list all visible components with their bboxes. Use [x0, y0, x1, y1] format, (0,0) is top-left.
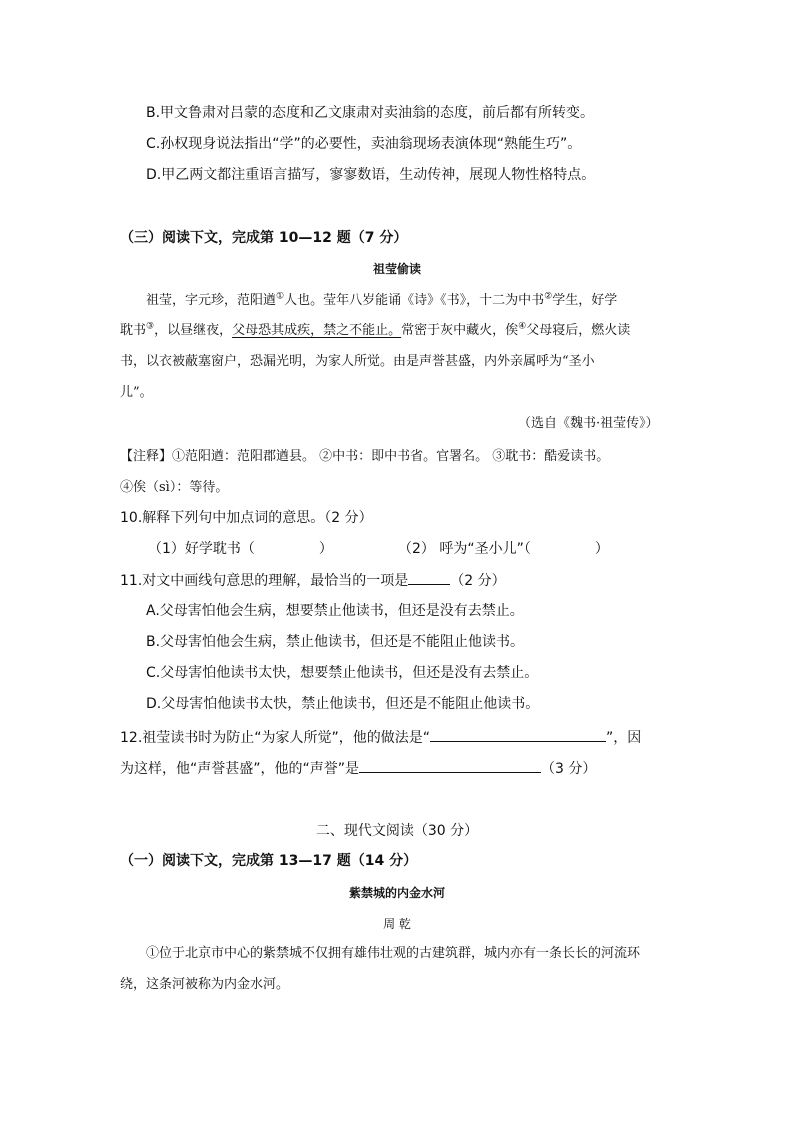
classical-text-line-1: 祖莹，字元珍，范阳遒①人也。莹年八岁能诵《诗》《书》，十二为中书②学生，好学 [146, 291, 618, 308]
option-b: B.甲文鲁肃对吕蒙的态度和乙文康肃对卖油翁的态度，前后都有所转变。 [146, 105, 595, 121]
q11-option-a: A.父母害怕他会生病，想要禁止他读书，但还是没有去禁止。 [146, 603, 524, 619]
q12-answer-blank-2[interactable] [359, 758, 541, 773]
article-para-1-line-2: 绕，这条河被称为内金水河。 [120, 977, 290, 992]
option-c: C.孙权现身说法指出“学”的必要性，卖油翁现场表演体现“熟能生巧”。 [146, 136, 582, 152]
q11-option-c: C.父母害怕他读书太快，想要禁止他读书，但还是没有去禁止。 [146, 665, 539, 681]
q11-option-b: B.父母害怕他会生病，禁止他读书，但还是不能阻止他读书。 [146, 634, 525, 650]
option-d: D.甲乙两文都注重语言描写，寥寥数语，生动传神，展现人物性格特点。 [146, 167, 596, 183]
q10-stem: 10.解释下列句中加点词的意思。（2 分） [120, 510, 373, 526]
source-citation: （选自《魏书·祖莹传》） [518, 416, 659, 431]
notes-line-1: 【注释】①范阳遒：范阳郡遒县。 ②中书：即中书省。官署名。 ③耽书：酷爱读书。 [120, 449, 610, 464]
part-2-subheading: （一）阅读下文，完成第 13—17 题（14 分） [120, 853, 418, 869]
classical-text-title: 祖莹偷读 [372, 262, 421, 276]
q12-answer-blank-1[interactable] [430, 727, 606, 742]
article-para-1-line-1: ①位于北京市中心的紫禁城不仅拥有雄伟壮观的古建筑群，城内亦有一条长长的河流环 [146, 946, 641, 961]
classical-text-line-3: 书，以衣被蔽塞窗户，恐漏光明，为家人所觉。由是声誉甚盛，内外亲属呼为“圣小 [120, 354, 595, 369]
part-2-heading: 二、现代文阅读（30 分） [315, 823, 479, 839]
q10-item-2: （2） 呼为“圣小儿”（ ） [398, 541, 609, 557]
classical-text-line-2: 耽书③，以昼继夜，父母恐其成疾，禁之不能止。常密于灰中藏火，俟④父母寝后，燃火读 [120, 321, 631, 338]
article-title: 紫禁城的内金水河 [348, 886, 445, 900]
note-marker-4: ④ [518, 321, 527, 332]
q12-line-1: 12.祖莹读书时为防止“为家人所觉”，他的做法是“ ”，因 [120, 727, 641, 748]
note-marker-3: ③ [146, 321, 155, 332]
underlined-sentence: 父母恐其成疾，禁之不能止。 [232, 323, 402, 338]
q12-line-2: 为这样，他“声誉甚盛”，他的“声誉”是 （3 分） [120, 758, 596, 779]
q10-item-1: （1）好学耽书（ ） [148, 541, 333, 557]
q11-answer-blank[interactable] [408, 570, 450, 585]
classical-text-line-4: 儿”。 [120, 385, 153, 400]
article-author: 周 乾 [383, 917, 411, 931]
q11-stem: 11.对文中画线句意思的理解，最恰当的一项是 （2 分） [120, 570, 506, 591]
notes-line-2: ④俟（sì）：等待。 [120, 480, 229, 495]
q11-option-d: D.父母害怕他读书太快，禁止他读书，但还是不能阻止他读书。 [146, 696, 540, 712]
note-marker-2: ② [544, 291, 553, 302]
note-marker-1: ① [276, 291, 285, 302]
section-3-heading: （三）阅读下文，完成第 10—12 题（7 分） [120, 230, 408, 246]
